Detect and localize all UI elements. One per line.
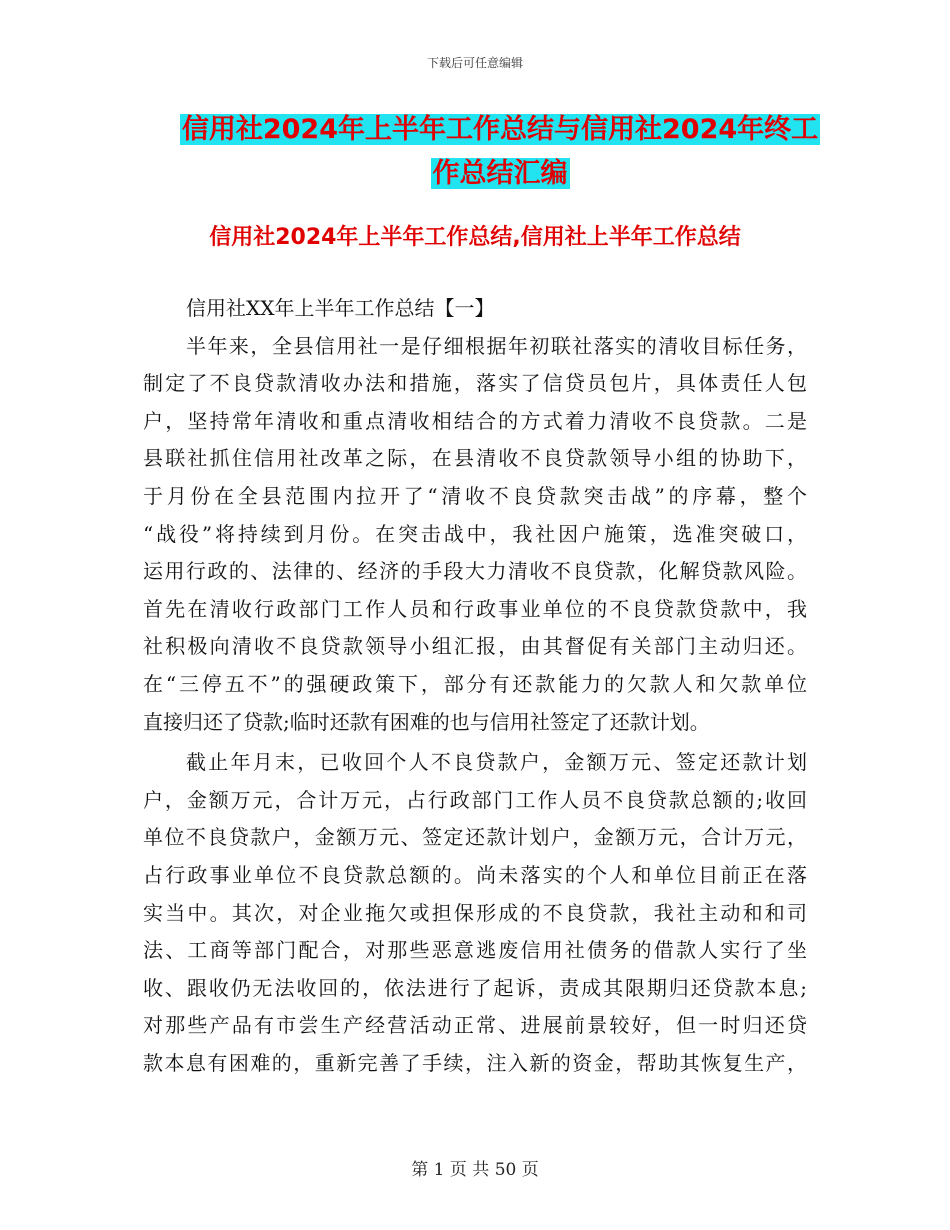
- text-line: 收、跟收仍无法收回的，依法进行了起诉，责成其限期归还贷款本息;: [143, 975, 807, 1000]
- text-line: 于月份在全县范围内拉开了“清收不良贷款突击战”的序幕，整个: [143, 483, 807, 508]
- text-line: 首先在清收行政部门工作人员和行政事业单位的不良贷款贷款中，我: [143, 596, 807, 621]
- document-body: [143, 290, 807, 1082]
- text-line: 县联社抓住信用社改革之际，在县清收不良贷款领导小组的协助下，: [143, 446, 807, 471]
- text-line: “战役”将持续到月份。在突击战中，我社因户施策，选准突破口，: [143, 521, 807, 546]
- text-line: 在“三停五不”的强硬政策下，部分有还款能力的欠款人和欠款单位: [143, 671, 807, 696]
- section-title: 信用社2024年上半年工作总结,信用社上半年工作总结: [209, 225, 741, 250]
- text-line: 实当中。其次，对企业拖欠或担保形成的不良贷款，我社主动和和司: [143, 900, 807, 925]
- text-line: 法、工商等部门配合，对那些恶意逃废信用社债务的借款人实行了坐: [143, 938, 807, 963]
- paragraph-1: [143, 328, 807, 742]
- header-note: 下载后可任意编辑: [426, 56, 523, 70]
- text-line: 截止年月末，已收回个人不良贷款户，金额万元、签定还款计划: [186, 750, 807, 775]
- text-line: 款本息有困难的，重新完善了手续，注入新的资金，帮助其恢复生产，: [143, 1050, 807, 1075]
- text-line: 户，坚持常年清收和重点清收相结合的方式着力清收不良贷款。二是: [143, 408, 807, 433]
- text-line: 半年来，全县信用社一是仔细根据年初联社落实的清收目标任务，: [186, 333, 807, 358]
- text-line: 户，金额万元，合计万元，占行政部门工作人员不良贷款总额的;收回: [143, 787, 807, 812]
- text-line: 单位不良贷款户，金额万元、签定还款计划户，金额万元，合计万元，: [143, 825, 807, 850]
- text-line: 运用行政的、法律的、经济的手段大力清收不良贷款，化解贷款风险。: [143, 559, 807, 584]
- document-title: [140, 108, 860, 196]
- text-line: 制定了不良贷款清收办法和措施，落实了信贷员包片，具体责任人包: [143, 371, 807, 396]
- text-line: 社积极向清收不良贷款领导小组汇报，由其督促有关部门主动归还。: [143, 634, 807, 659]
- section-heading: 信用社XX年上半年工作总结【一】: [186, 296, 495, 320]
- document-title-line-1: 信用社2024年上半年工作总结与信用社2024年终工: [181, 114, 819, 145]
- paragraph-2: [143, 744, 807, 1082]
- text-line: 对那些产品有市尝生产经营活动正常、进展前景较好，但一时归还贷: [143, 1013, 807, 1038]
- document-title-line-2: 作总结汇编: [432, 158, 568, 189]
- text-line: 直接归还了贷款;临时还款有困难的也与信用社签定了还款计划。: [143, 709, 710, 734]
- page-number-footer: 第 1 页 共 50 页: [411, 1160, 539, 1180]
- text-line: 占行政事业单位不良贷款总额的。尚未落实的个人和单位目前正在落: [143, 862, 807, 887]
